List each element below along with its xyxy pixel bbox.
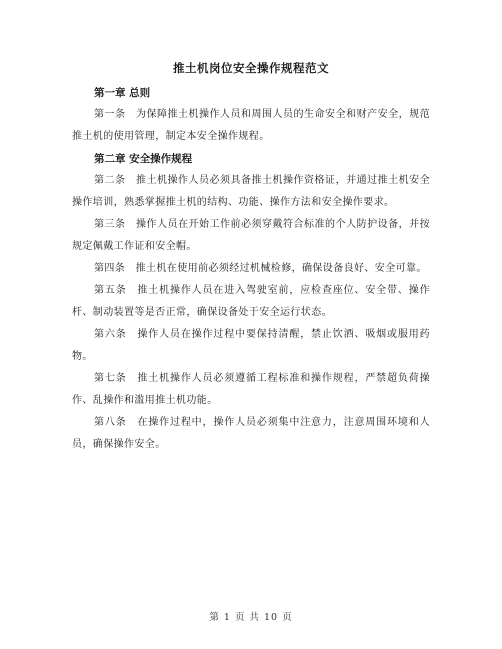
chapter-heading-2: 第二章 安全操作规程 (94, 153, 193, 165)
article-1: 第一条 为保障推土机操作人员和周围人员的生命安全和财产安全，规范推土机的使用管理，制定本安全操作规程。 (72, 109, 430, 142)
chapter-heading-1: 第一章 总则 (94, 87, 151, 99)
article-4: 第四条 推土机在使用前必须经过机械检修，确保设备良好、安全可靠。 (94, 263, 427, 274)
article-3: 第三条 操作人员在开始工作前必须穿戴符合标准的个人防护设备，并按规定佩戴工作证和安全帽。 (72, 219, 430, 252)
article-8: 第八条 在操作过程中，操作人员必须集中注意力，注意周围环境和人员，确保操作安全。 (72, 417, 430, 450)
document-body (72, 82, 430, 456)
article-6: 第六条 操作人员在操作过程中要保持清醒，禁止饮酒、吸烟或服用药物。 (72, 329, 430, 362)
article-7: 第七条 推土机操作人员必须遵循工程标准和操作规程，严禁超负荷操作、乱操作和滥用推土机功能。 (72, 373, 430, 406)
document-title: 推土机岗位安全操作规程范文 (173, 61, 329, 75)
article-5: 第五条 推土机操作人员在进入驾驶室前，应检查座位、安全带、操作杆、制动装置等是否正常，确保设备处于安全运行状态。 (72, 285, 430, 318)
page-footer: 第 1 页 共 10 页 (209, 612, 293, 623)
article-2: 第二条 推土机操作人员必须具备推土机操作资格证，并通过推土机安全操作培训，熟悉掌握推土机的结构、功能、操作方法和安全操作要求。 (72, 175, 430, 208)
